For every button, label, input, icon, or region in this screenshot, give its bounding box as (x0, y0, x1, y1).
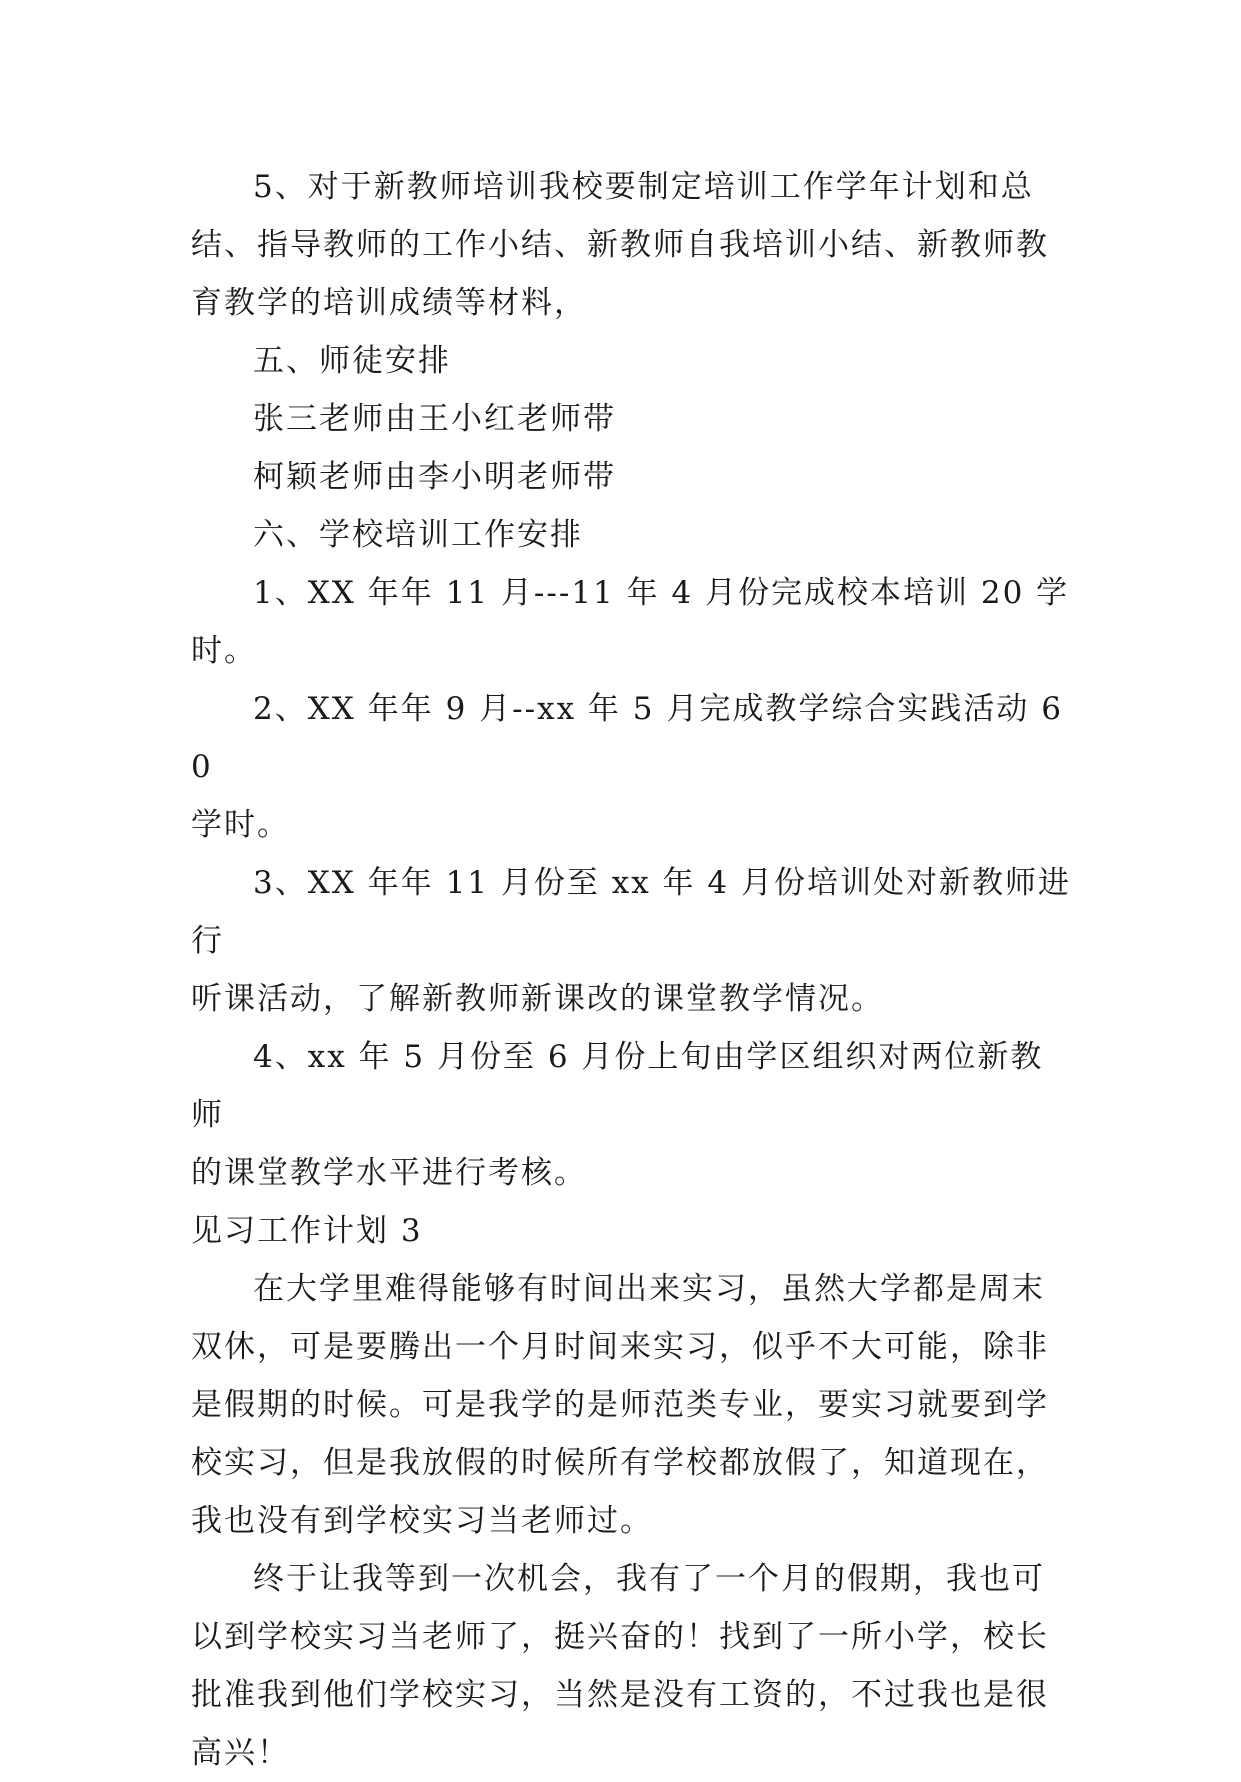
paragraph (191, 390, 1071, 448)
paragraph (191, 1028, 1071, 1202)
text-line: 批准我到他们学校实习，当然是没有工资的，不过我也是很 (191, 1677, 1049, 1713)
text-line: 高兴！ (191, 1735, 290, 1771)
text-line: 六、学校培训工作安排 (253, 517, 583, 553)
text-line: 见习工作计划 3 (191, 1213, 423, 1249)
paragraph (191, 564, 1071, 680)
paragraph (191, 1260, 1071, 1550)
paragraph (191, 448, 1071, 506)
text-line: 2、XX 年年 9 月--xx 年 5 月完成教学综合实践活动 60 (191, 691, 1063, 785)
paragraph (191, 1550, 1071, 1782)
text-line: 育教学的培训成绩等材料， (191, 285, 587, 321)
paragraph (191, 680, 1071, 854)
text-line: 的课堂教学水平进行考核。 (191, 1155, 587, 1191)
text-line: 4、xx 年 5 月份至 6 月份上旬由学区组织对两位新教师 (191, 1039, 1044, 1133)
paragraph (191, 506, 1071, 564)
text-line: 3、XX 年年 11 月份至 xx 年 4 月份培训处对新教师进行 (191, 865, 1071, 959)
text-line: 学时。 (191, 807, 290, 843)
paragraph (191, 854, 1071, 1028)
text-line: 校实习，但是我放假的时候所有学校都放假了，知道现在， (191, 1445, 1049, 1481)
text-line: 是假期的时候。可是我学的是师范类专业，要实习就要到学 (191, 1387, 1049, 1423)
text-line: 终于让我等到一次机会，我有了一个月的假期，我也可 (253, 1561, 1045, 1597)
text-line: 柯颖老师由李小明老师带 (253, 459, 616, 495)
paragraph (191, 158, 1071, 332)
paragraph (191, 332, 1071, 390)
text-line: 双休，可是要腾出一个月时间来实习，似乎不大可能，除非 (191, 1329, 1049, 1365)
text-line: 1、XX 年年 11 月---11 年 4 月份完成校本培训 20 学时。 (191, 575, 1070, 669)
text-line: 结、指导教师的工作小结、新教师自我培训小结、新教师教 (191, 227, 1049, 263)
text-line: 五、师徒安排 (253, 343, 451, 379)
text-line: 以到学校实习当老师了，挺兴奋的！找到了一所小学，校长 (191, 1619, 1049, 1655)
document-body (191, 158, 1071, 1782)
section-heading (191, 1202, 1071, 1260)
text-line: 听课活动，了解新教师新课改的课堂教学情况。 (191, 981, 884, 1017)
text-line: 在大学里难得能够有时间出来实习，虽然大学都是周末 (253, 1271, 1045, 1307)
text-line: 张三老师由王小红老师带 (253, 401, 616, 437)
text-line: 我也没有到学校实习当老师过。 (191, 1503, 653, 1539)
text-line: 5、对于新教师培训我校要制定培训工作学年计划和总 (253, 169, 1034, 205)
